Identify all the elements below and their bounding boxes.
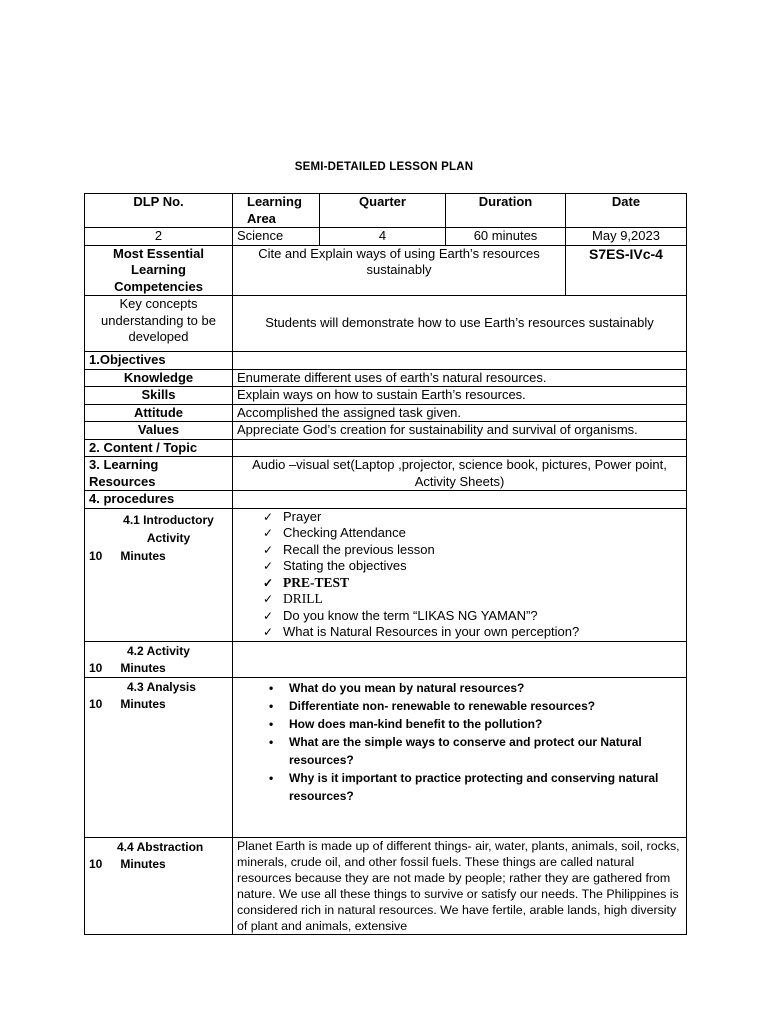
check-icon: ✓ — [263, 592, 274, 606]
check-icon: ✓ — [263, 509, 274, 524]
activity-label-cell — [85, 641, 233, 677]
values-text: Appreciate God’s creation for sustainability and survival of organisms. — [233, 422, 687, 440]
value-duration: 60 minutes — [446, 228, 566, 246]
intro-items-cell — [233, 508, 687, 641]
objectives-empty — [233, 352, 687, 370]
intro-row — [85, 508, 687, 641]
analysis-item: • Why is it important to practice protecting and conserving natural resources? — [269, 770, 659, 803]
analysis-label: 4.3 Analysis — [127, 679, 196, 694]
analysis-item: • How does man-kind benefit to the pollution? — [269, 716, 543, 731]
intro-checklist — [237, 509, 682, 641]
knowledge-row — [85, 369, 687, 387]
abstraction-label: 4.4 Abstraction — [117, 839, 204, 854]
melc-text: Cite and Explain ways of using Earth’s resources sustainably — [233, 245, 566, 296]
header-row — [85, 194, 687, 228]
analysis-row — [85, 677, 687, 837]
header-duration: Duration — [446, 194, 566, 228]
value-learning-area: Science — [233, 228, 320, 246]
abstraction-text: Planet Earth is made up of different things- air, water, plants, animals, soil, rocks, minerals, crude oil, and other fossil fuels. These things are called natural resources because they are not made by people; rather they are gathered from nature. We use all these things to survive or satisfy our needs. The Philippines is considered rich in natural resources. We have fertile, arable lands, high diversity of plant and animals, extensive — [233, 837, 687, 934]
knowledge-text: Enumerate different uses of earth’s natural resources. — [233, 369, 687, 387]
skills-label: Skills — [85, 387, 233, 405]
value-quarter: 4 — [320, 228, 446, 246]
procedures-label: 4. procedures — [85, 491, 233, 509]
abstraction-label-cell — [85, 837, 233, 934]
values-label: Values — [85, 422, 233, 440]
abstraction-time: 10 Minutes — [89, 856, 166, 871]
document-title: SEMI-DETAILED LESSON PLAN — [294, 161, 474, 173]
check-icon: ✓ — [263, 608, 274, 623]
key-concepts-text: Students will demonstrate how to use Earth’s resources sustainably — [233, 296, 687, 352]
check-icon: ✓ — [263, 625, 274, 639]
attitude-row — [85, 404, 687, 422]
activity-label: 4.2 Activity — [127, 643, 190, 658]
analysis-item: • What are the simple ways to conserve and protect our Natural resources? — [269, 734, 642, 767]
intro-label: 4.1 Introductory Activity — [123, 512, 214, 545]
analysis-item: • Differentiate non- renewable to renewable resources? — [269, 698, 596, 713]
values-row — [85, 422, 687, 440]
analysis-list — [237, 679, 682, 805]
objectives-label: 1.Objectives — [85, 352, 233, 370]
analysis-label-cell — [85, 677, 233, 837]
skills-text: Explain ways on how to sustain Earth’s resources. — [233, 387, 687, 405]
resources-text: Audio –visual set(Laptop ,projector, science book, pictures, Power point, Activity Sheets) — [233, 457, 687, 491]
check-icon: ✓ — [263, 542, 274, 557]
content-row — [85, 439, 687, 457]
check-icon: ✓ — [263, 559, 274, 573]
skills-row — [85, 387, 687, 405]
procedures-empty — [233, 491, 687, 509]
header-values-row — [85, 228, 687, 246]
intro-item: ✓ DRILL — [263, 591, 323, 606]
attitude-text: Accomplished the assigned task given. — [233, 404, 687, 422]
intro-time-num: 10 — [89, 548, 103, 563]
header-date: Date — [566, 194, 687, 228]
activity-empty — [233, 641, 687, 677]
intro-time — [89, 547, 228, 565]
abstraction-row — [85, 837, 687, 934]
intro-item: ✓ What is Natural Resources in your own perception? — [263, 624, 580, 639]
intro-item: ✓ Checking Attendance — [263, 525, 406, 540]
melc-label: Most Essential Learning Competencies — [85, 245, 233, 296]
lesson-plan-table — [84, 193, 687, 935]
key-concepts-row — [85, 296, 687, 352]
key-concepts-label: Key concepts understanding to be developed — [85, 296, 233, 352]
objectives-row — [85, 352, 687, 370]
intro-item: ✓ PRE-TEST — [263, 574, 350, 590]
melc-row — [85, 245, 687, 296]
value-dlp-no: 2 — [85, 228, 233, 246]
analysis-item: • What do you mean by natural resources? — [269, 680, 525, 695]
analysis-items-cell — [233, 677, 687, 837]
intro-label-cell — [85, 508, 233, 641]
activity-time: 10 Minutes — [89, 660, 166, 675]
intro-item: ✓ Stating the objectives — [263, 558, 407, 573]
header-learning-area: Learning Area — [233, 194, 320, 228]
intro-item: ✓ Recall the previous lesson — [263, 541, 435, 557]
knowledge-label: Knowledge — [85, 369, 233, 387]
check-icon: ✓ — [263, 526, 274, 540]
header-dlp-no: DLP No. — [85, 194, 233, 228]
value-date: May 9,2023 — [566, 228, 687, 246]
intro-time-unit: Minutes — [120, 548, 166, 563]
content-empty — [233, 439, 687, 457]
content-label: 2. Content / Topic — [85, 439, 233, 457]
resources-label: 3. Learning Resources — [85, 457, 233, 491]
resources-row — [85, 457, 687, 491]
analysis-time: 10 Minutes — [89, 696, 166, 711]
melc-code: S7ES-IVc-4 — [566, 245, 687, 296]
intro-item: ✓ Prayer — [263, 508, 322, 524]
attitude-label: Attitude — [85, 404, 233, 422]
check-icon: ✓ — [263, 575, 274, 590]
activity-row — [85, 641, 687, 677]
procedures-row — [85, 491, 687, 509]
intro-item: ✓ Do you know the term “LIKAS NG YAMAN”? — [263, 607, 538, 623]
header-quarter: Quarter — [320, 194, 446, 228]
